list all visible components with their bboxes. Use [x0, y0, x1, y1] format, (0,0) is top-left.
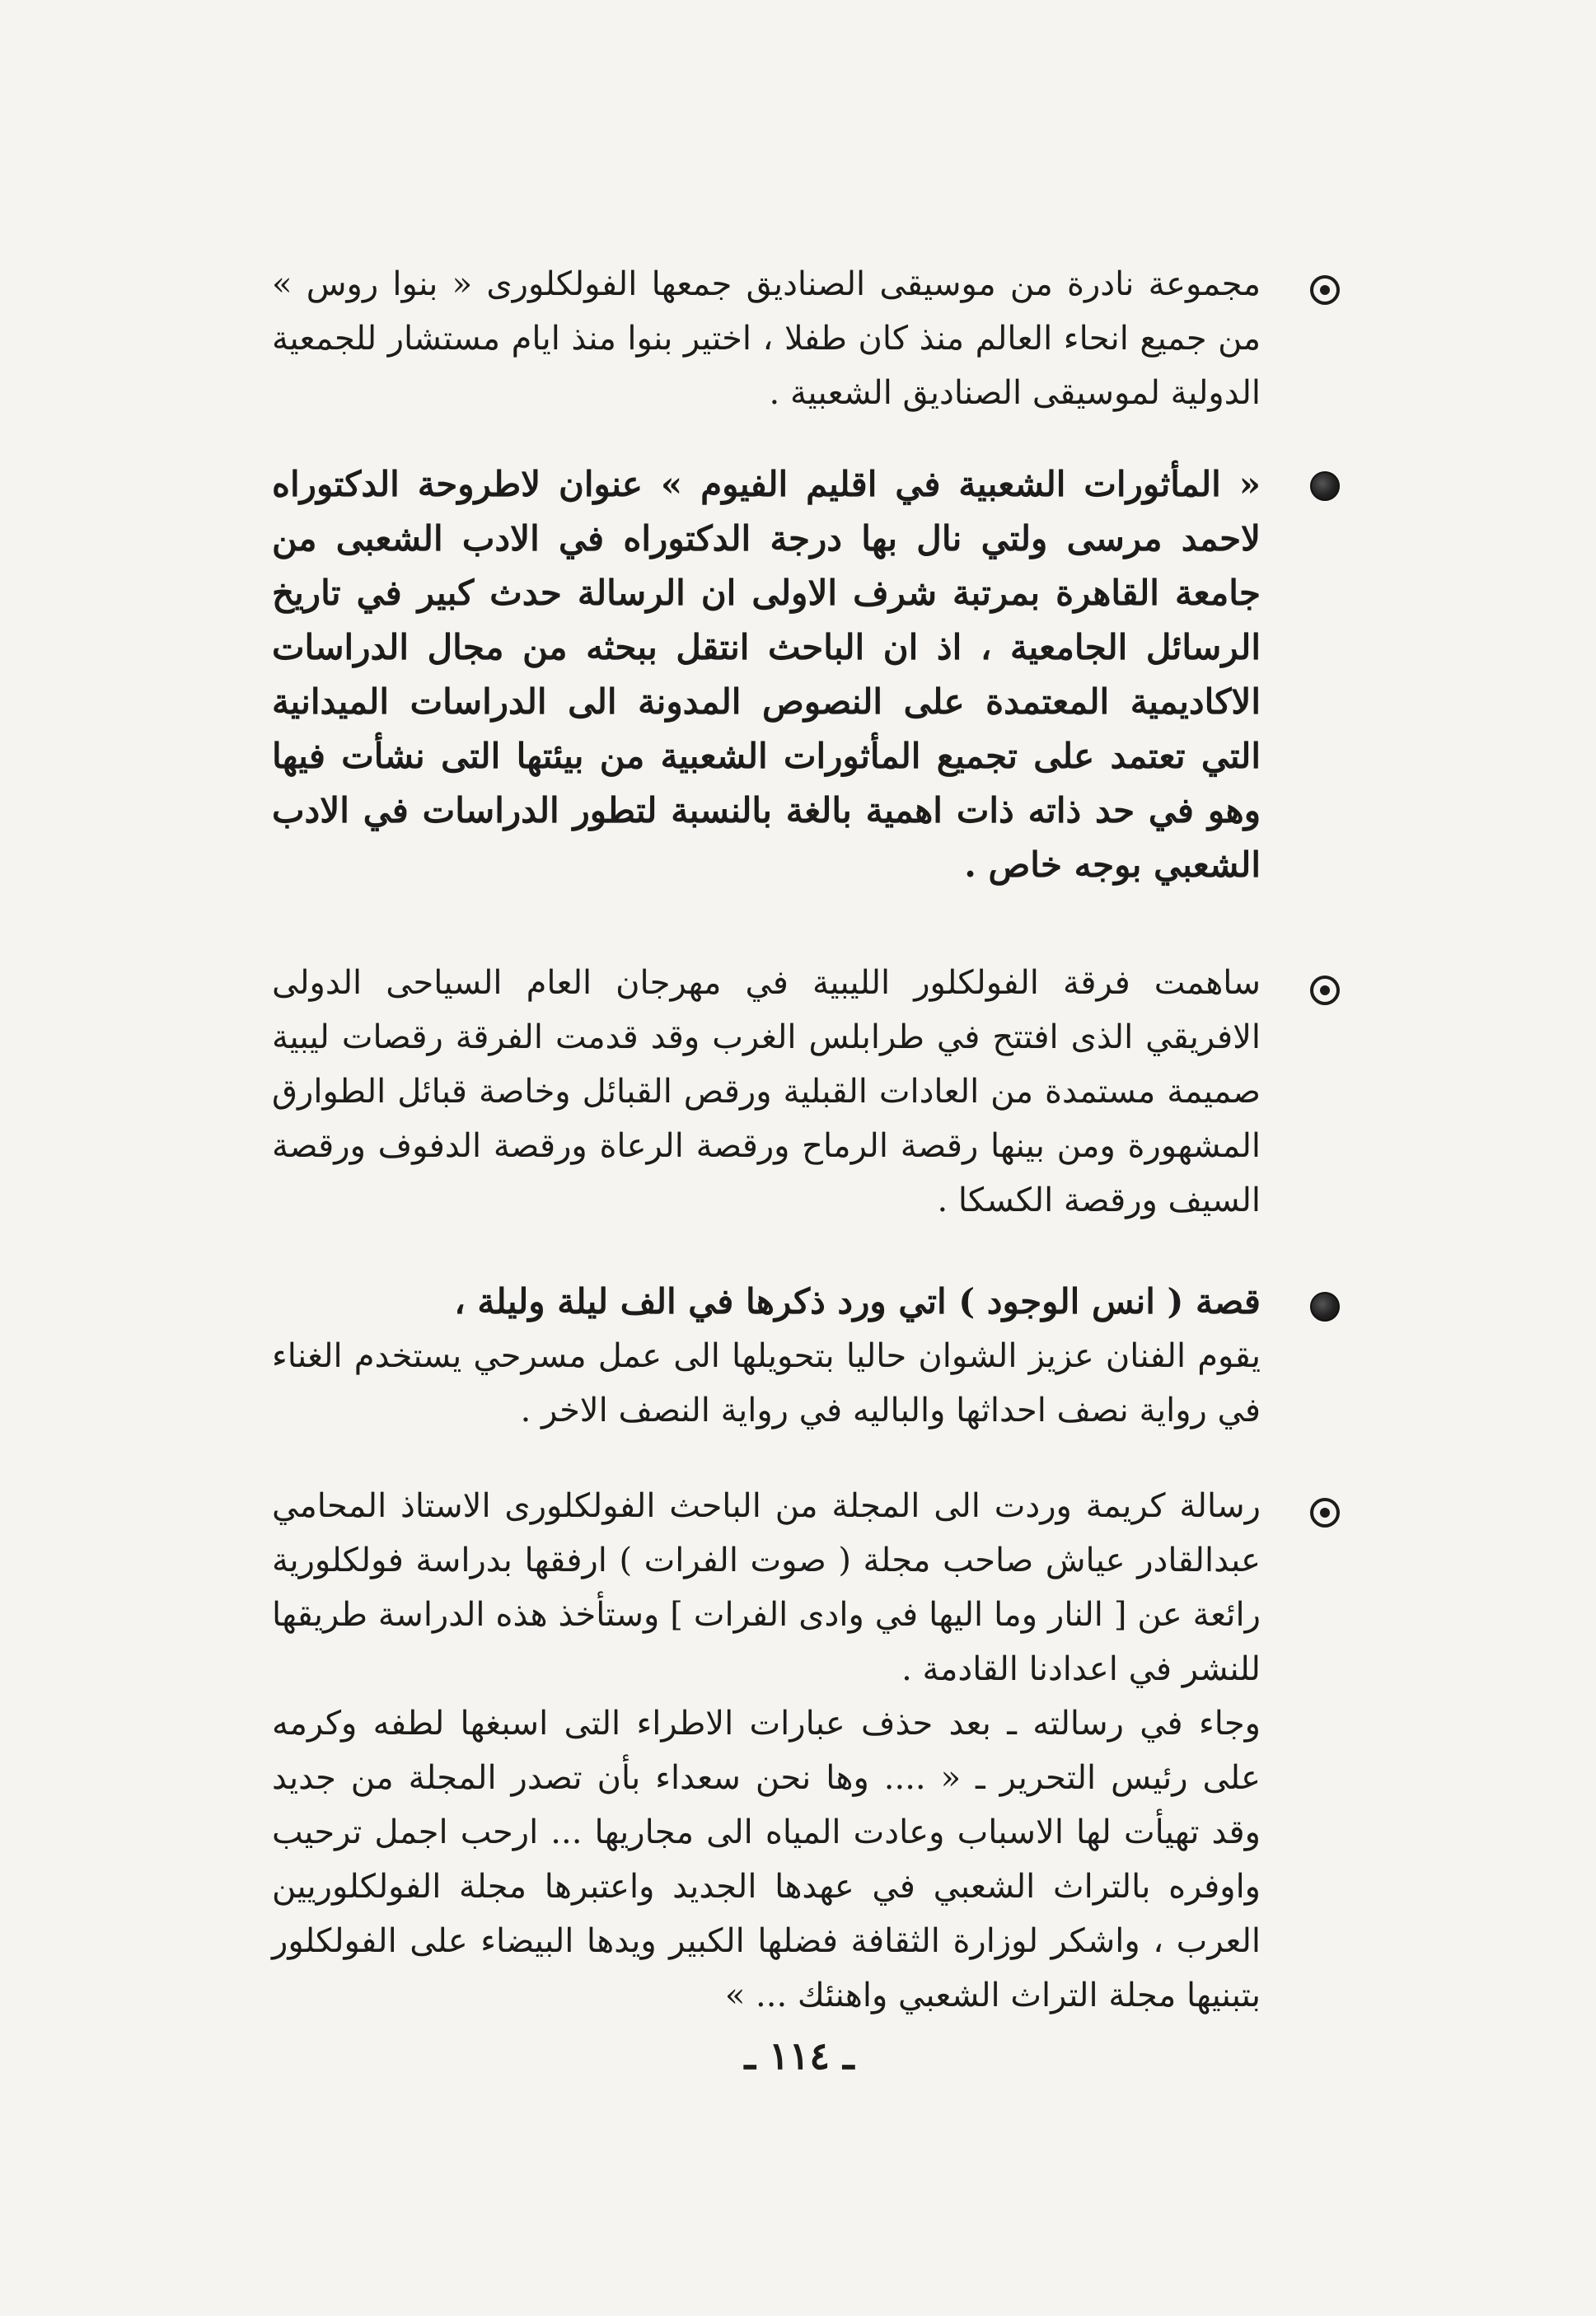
news-item-music-boxes — [272, 257, 1261, 420]
item-lead: قصة ( انس الوجود ) اتي ورد ذكرها في الف ليلة وليلة ، — [454, 1281, 1261, 1322]
ring-bullet-icon — [1310, 976, 1340, 1005]
solid-bullet-icon — [1310, 1292, 1340, 1322]
item-paragraph: « المأثورات الشعبية في اقليم الفيوم » عنوان لاطروحة الدكتوراه لاحمد مرسى ولتي نال بها درجة الدكتوراه في الادب الشعبى من جامعة القاهرة بمرتبة شرف الاولى ان الرسالة حدث كبير في تاريخ الرسائل الجامعية ، اذ ان الباحث انتقل ببحثه من مجال الدراسات الاكاديمية المعتمدة على النصوص المدونة الى الدراسات الميدانية التي تعتمد على تجميع المأثورات الشعبية من بيئتها التى نشأت فيها وهو في حد ذاته ذات اهمية بالغة بالنسبة لتطور الدراسات في الادب الشعبي بوجه خاص . — [272, 464, 1261, 885]
item-paragraph: ساهمت فرقة الفولكلور الليبية في مهرجان العام السياحى الدولى الافريقي الذى افتتح في طرابلس الغرب وقد قدمت الفرقة رقصات ليبية صميمة مستمدة من العادات القبلية ورقص القبائل وخاصة قبائل الطوارق المشهورة ومن بينها رقصة الرماح ورقصة الرعاة ورقصة الدفوف ورقصة السيف ورقصة الكسكا . — [272, 964, 1261, 1219]
item-paragraph: وجاء في رسالته ـ بعد حذف عبارات الاطراء التى اسبغها لطفه وكرمه على رئيس التحرير ـ « .... وها نحن سعداء بأن تصدر المجلة من جديد وقد تهيأت لها الاسباب وعادت المياه الى مجاريها ... ارحب اجمل ترحيب واوفره بالتراث الشعبي في عهدها الجديد واعتبرها مجلة الفولكلوريين العرب ، واشكر لوزارة الثقافة فضلها الكبير ويدها البيضاء على الفولكلور بتبنيها مجلة التراث الشعبي واهنئك ... » — [272, 1705, 1261, 2014]
news-item-letter-ayyash — [272, 1479, 1261, 2023]
news-item-uns-al-wujud — [272, 1275, 1261, 1438]
item-paragraph: يقوم الفنان عزيز الشوان حاليا بتحويلها الى عمل مسرحي يستخدم الغناء في رواية نصف احداثها والباليه في رواية النصف الاخر . — [272, 1337, 1261, 1429]
news-item-libyan-troupe — [272, 956, 1261, 1228]
item-paragraph: رسالة كريمة وردت الى المجلة من الباحث الفولكلورى الاستاذ المحامي عبدالقادر عياش صاحب مجلة ( صوت الفرات ) ارفقها بدراسة فولكلورية رائعة عن [ النار وما اليها في وادى الفرات ] وستأخذ هذه الدراسة طريقها للنشر في اعدادنا القادمة . — [272, 1487, 1261, 1688]
item-paragraph: مجموعة نادرة من موسيقى الصناديق جمعها الفولكلورى « بنوا روس » من جميع انحاء العالم منذ كان طفلا ، اختير بنوا منذ ايام مستشار للجمعية الدولية لموسيقى الصناديق الشعبية . — [272, 265, 1261, 412]
news-item-fayoum-thesis — [272, 457, 1261, 892]
page-number: ـ ١١٤ ـ — [744, 2033, 854, 2078]
ring-bullet-icon — [1310, 275, 1340, 305]
ring-bullet-icon — [1310, 1498, 1340, 1528]
solid-bullet-icon — [1310, 471, 1340, 501]
